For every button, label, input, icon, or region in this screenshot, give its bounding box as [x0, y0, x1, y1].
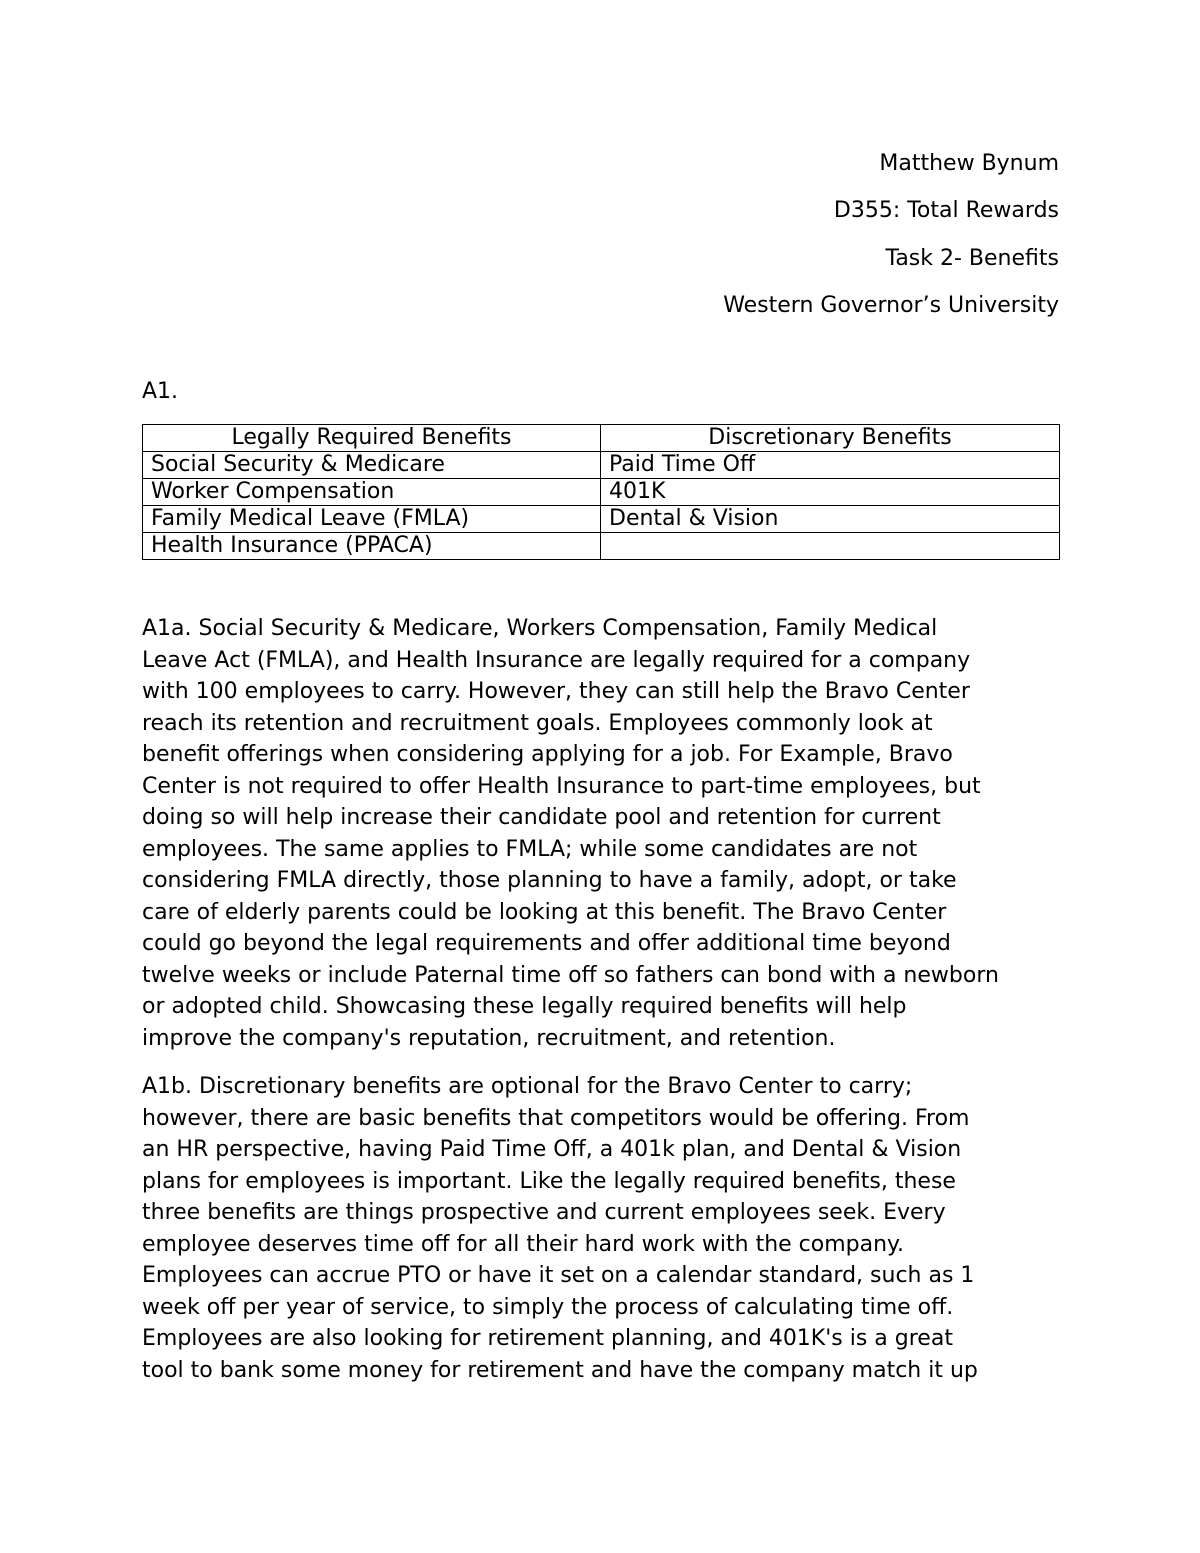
- paragraph-a1a: A1a. Social Security & Medicare, Workers Compensation, Family Medical Leave Act (FMLA), and Health Insurance are legally required for a company with 100 employees to carry. However, they can still help the Bravo Center reach its retention and recruitment goals. Employees commonly look at benefit offerings when considering applying for a job. For Example, Bravo Center is not required to offer Health Insurance to part-time employees, but doing so will help increase their candidate pool and retention for current employees. The same applies to FMLA; while some candidates are not considering FMLA directly, those planning to have a family, adopt, or take care of elderly parents could be looking at this benefit. The Bravo Center could go beyond the legal requirements and offer additional time beyond twelve weeks or include Paternal time off so fathers can bond with a newborn or adopted child. Showcasing these legally required benefits will help improve the company's reputation, recruitment, and retention.: [142, 616, 999, 1051]
- header-block: [723, 140, 1059, 329]
- paragraph-a1b: A1b. Discretionary benefits are optional for the Bravo Center to carry; however, there are basic benefits that competitors would be offering. From an HR perspective, having Paid Time Off, a 401k plan, and Dental & Vision plans for employees is important. Like the legally required benefits, these three benefits are things prospective and current employees seek. Every employee deserves time off for all their hard work with the company. Employees can accrue PTO or have it set on a calendar standard, such as 1 week off per year of service, to simply the process of calculating time off. Employees are also looking for retirement planning, and 401K's is a great tool to bank some money for retirement and have the company match it up: [142, 1074, 978, 1383]
- school-name: Western Governor’s University: [723, 292, 1059, 318]
- table-row: [143, 533, 1060, 560]
- benefits-table: [142, 424, 1060, 560]
- table-cell: Worker Compensation: [143, 479, 601, 506]
- table-row: [143, 506, 1060, 533]
- task-title: Task 2- Benefits: [885, 245, 1059, 271]
- table-cell: Dental & Vision: [601, 506, 1060, 533]
- table-cell: Paid Time Off: [601, 452, 1060, 479]
- table-row: [143, 452, 1060, 479]
- course-title: D355: Total Rewards: [833, 198, 1059, 224]
- table-cell: [601, 533, 1060, 560]
- table-cell: 401K: [601, 479, 1060, 506]
- table-row: [143, 479, 1060, 506]
- section-label-a1: A1.: [142, 379, 179, 404]
- column-header-legal: Legally Required Benefits: [143, 425, 601, 452]
- table-cell: Social Security & Medicare: [143, 452, 601, 479]
- author-name: Matthew Bynum: [879, 151, 1059, 176]
- column-header-discretionary: Discretionary Benefits: [601, 425, 1060, 452]
- table-cell: Family Medical Leave (FMLA): [143, 506, 601, 533]
- table-header-row: [143, 425, 1060, 452]
- table-cell: Health Insurance (PPACA): [143, 533, 601, 560]
